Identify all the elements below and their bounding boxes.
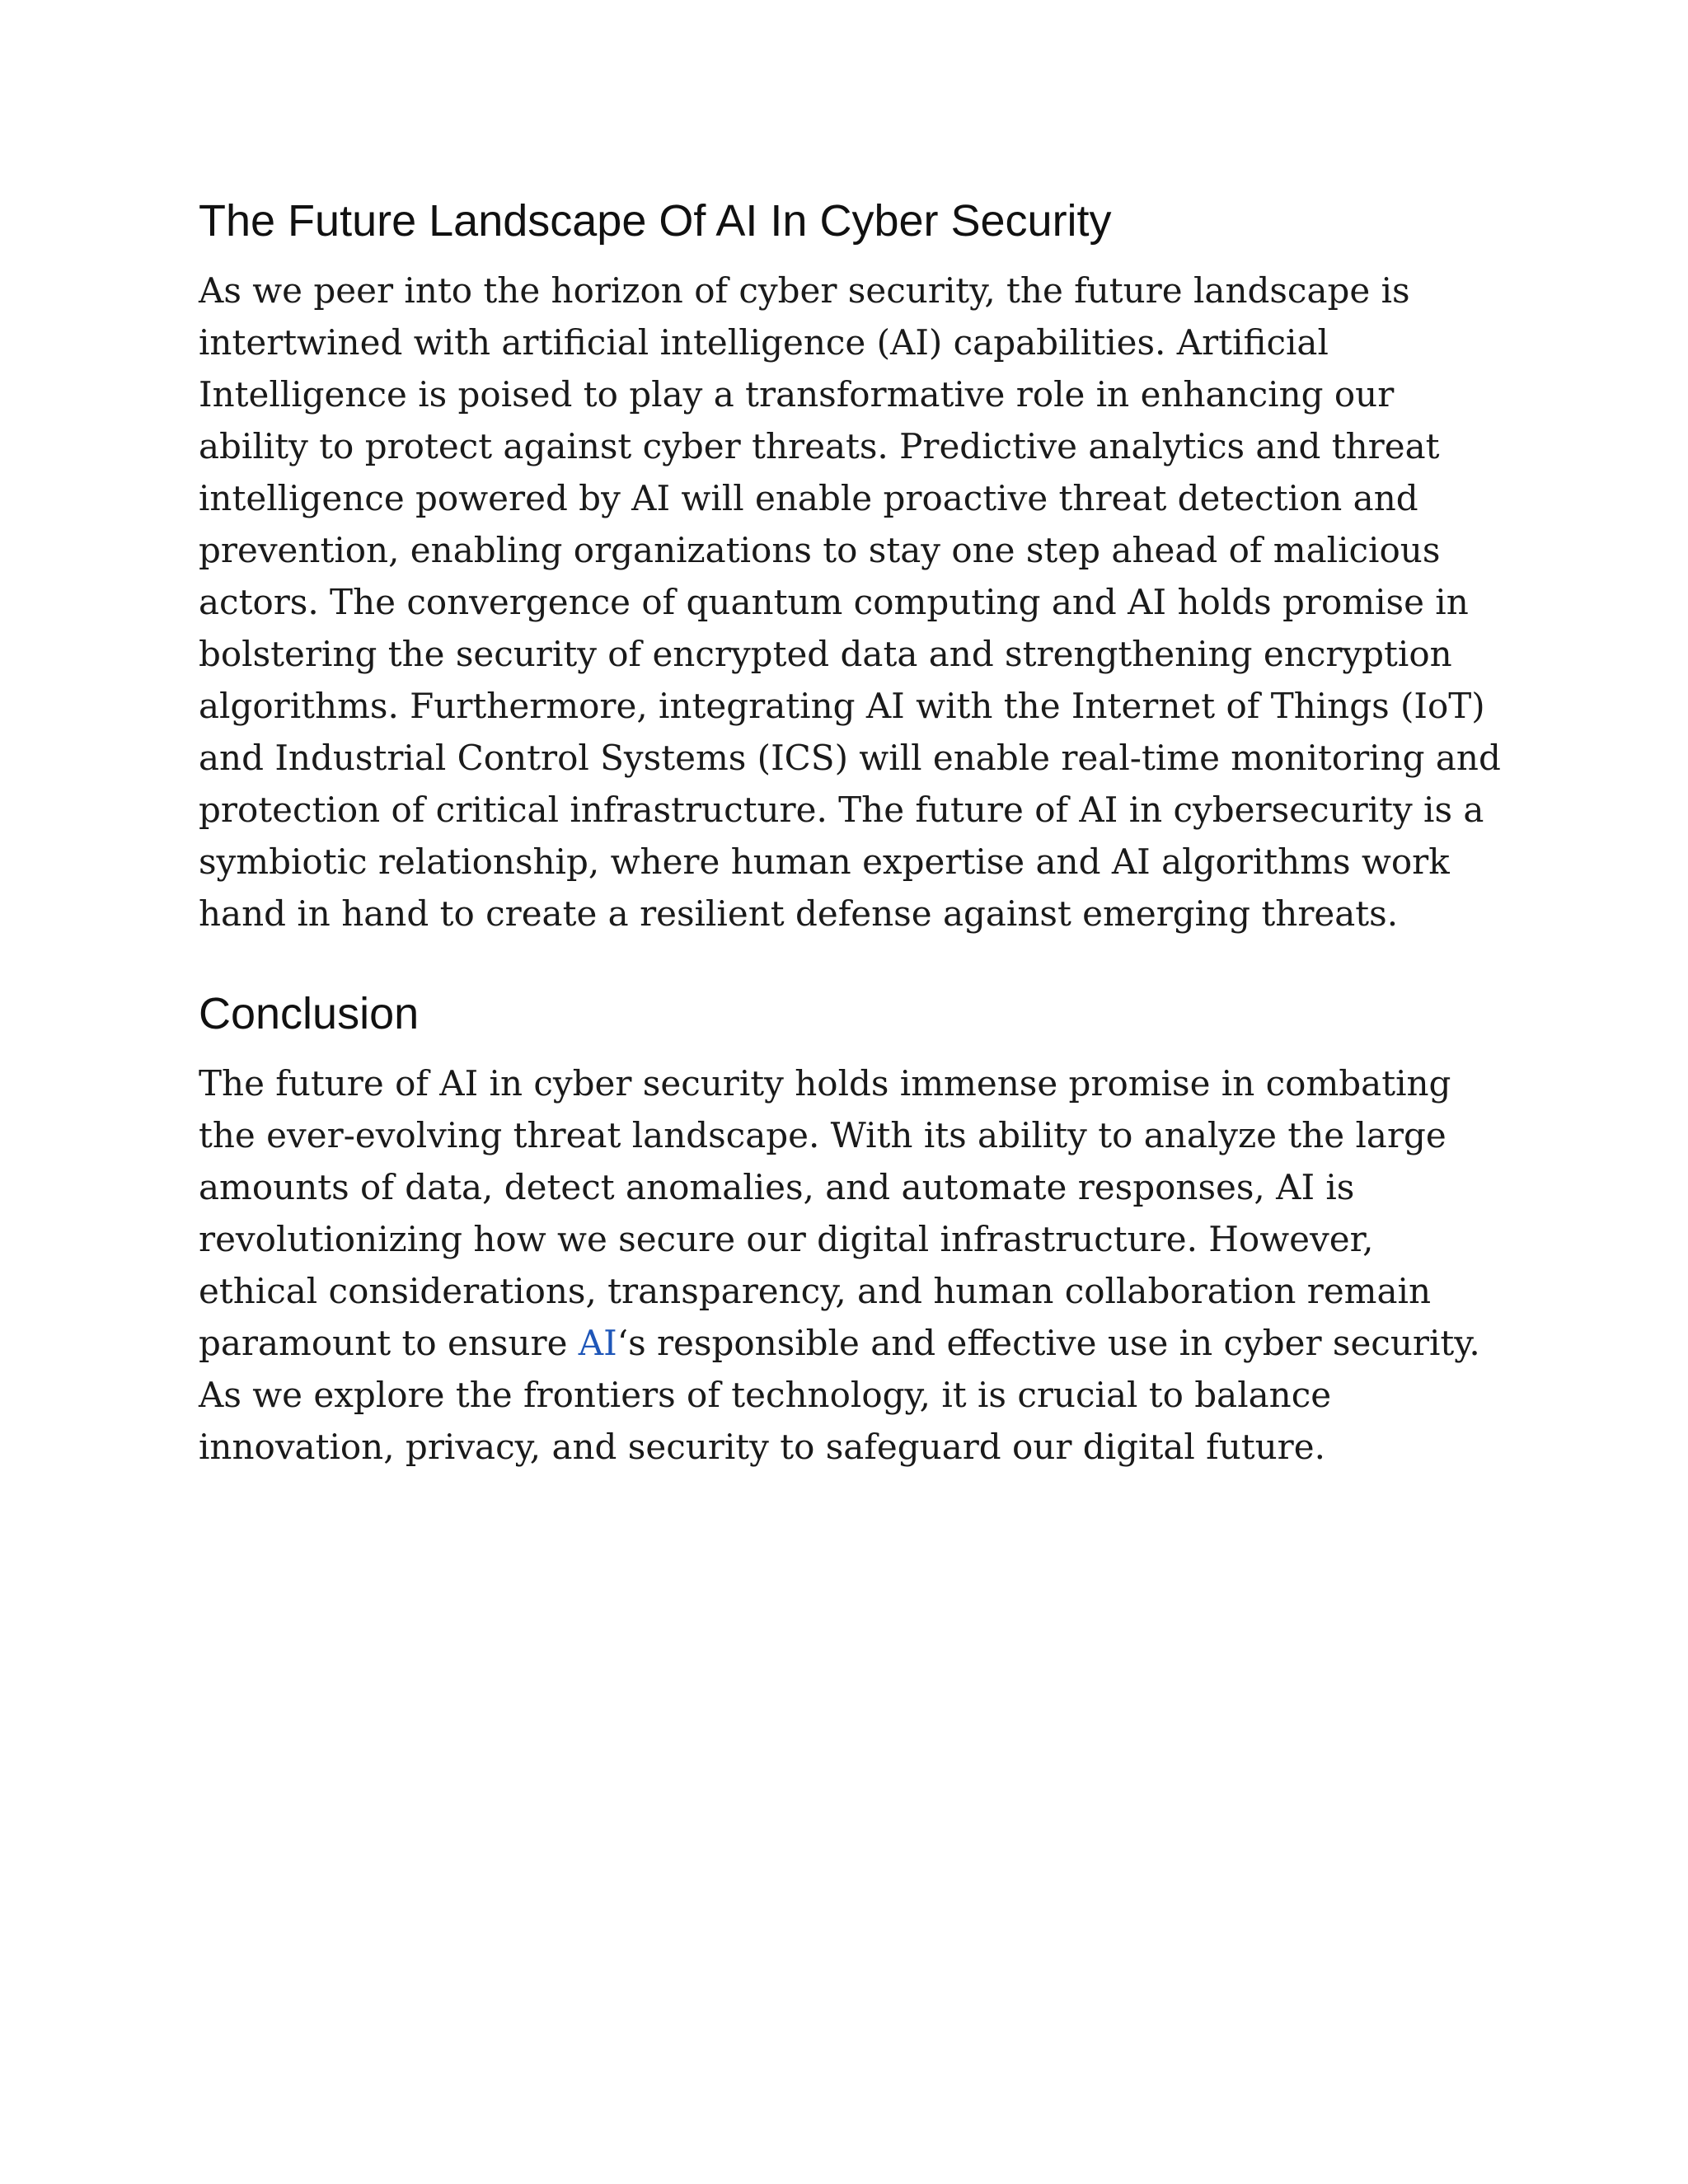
- ai-link[interactable]: AI: [578, 1322, 617, 1363]
- paragraph-text: ‘s responsible and effective use in cyber security. As we explore the frontiers of technology, it is crucial to balance innovation, privacy, and security to safeguard our digital future.: [199, 1322, 1480, 1467]
- section-conclusion: [199, 987, 1501, 1473]
- section-paragraph: [199, 1057, 1501, 1473]
- section-spacer: [199, 940, 1501, 987]
- document-page: [199, 194, 1501, 1473]
- paragraph-text: The future of AI in cyber security holds immense promise in combating the ever-evolving threat landscape. With its ability to analyze the large amounts of data, detect anomalies, and automate responses, AI is revolutionizing how we secure our digital infrastructure. However, ethical considerations, transparency, and human collaboration remain paramount to ensure: [199, 1062, 1451, 1363]
- section-future-landscape: [199, 194, 1501, 940]
- section-heading: Conclusion: [199, 988, 420, 1038]
- section-paragraph: As we peer into the horizon of cyber security, the future landscape is intertwined with artificial intelligence (AI) capabilities. Artificial Intelligence is poised to play a transformative role in enhancing our ability to protect against cyber threats. Predictive analytics and threat intelligence powered by AI will enable proactive threat detection and prevention, enabling organizations to stay one step ahead of malicious actors. The convergence of quantum computing and AI holds promise in bolstering the security of encrypted data and strengthening encryption algorithms. Furthermore, integrating AI with the Internet of Things (IoT) and Industrial Control Systems (ICS) will enable real-time monitoring and protection of critical infrastructure. The future of AI in cybersecurity is a symbiotic relationship, where human expertise and AI algorithms work hand in hand to create a resilient defense against emerging threats.: [199, 269, 1501, 934]
- section-heading: The Future Landscape Of AI In Cyber Security: [199, 196, 1112, 246]
